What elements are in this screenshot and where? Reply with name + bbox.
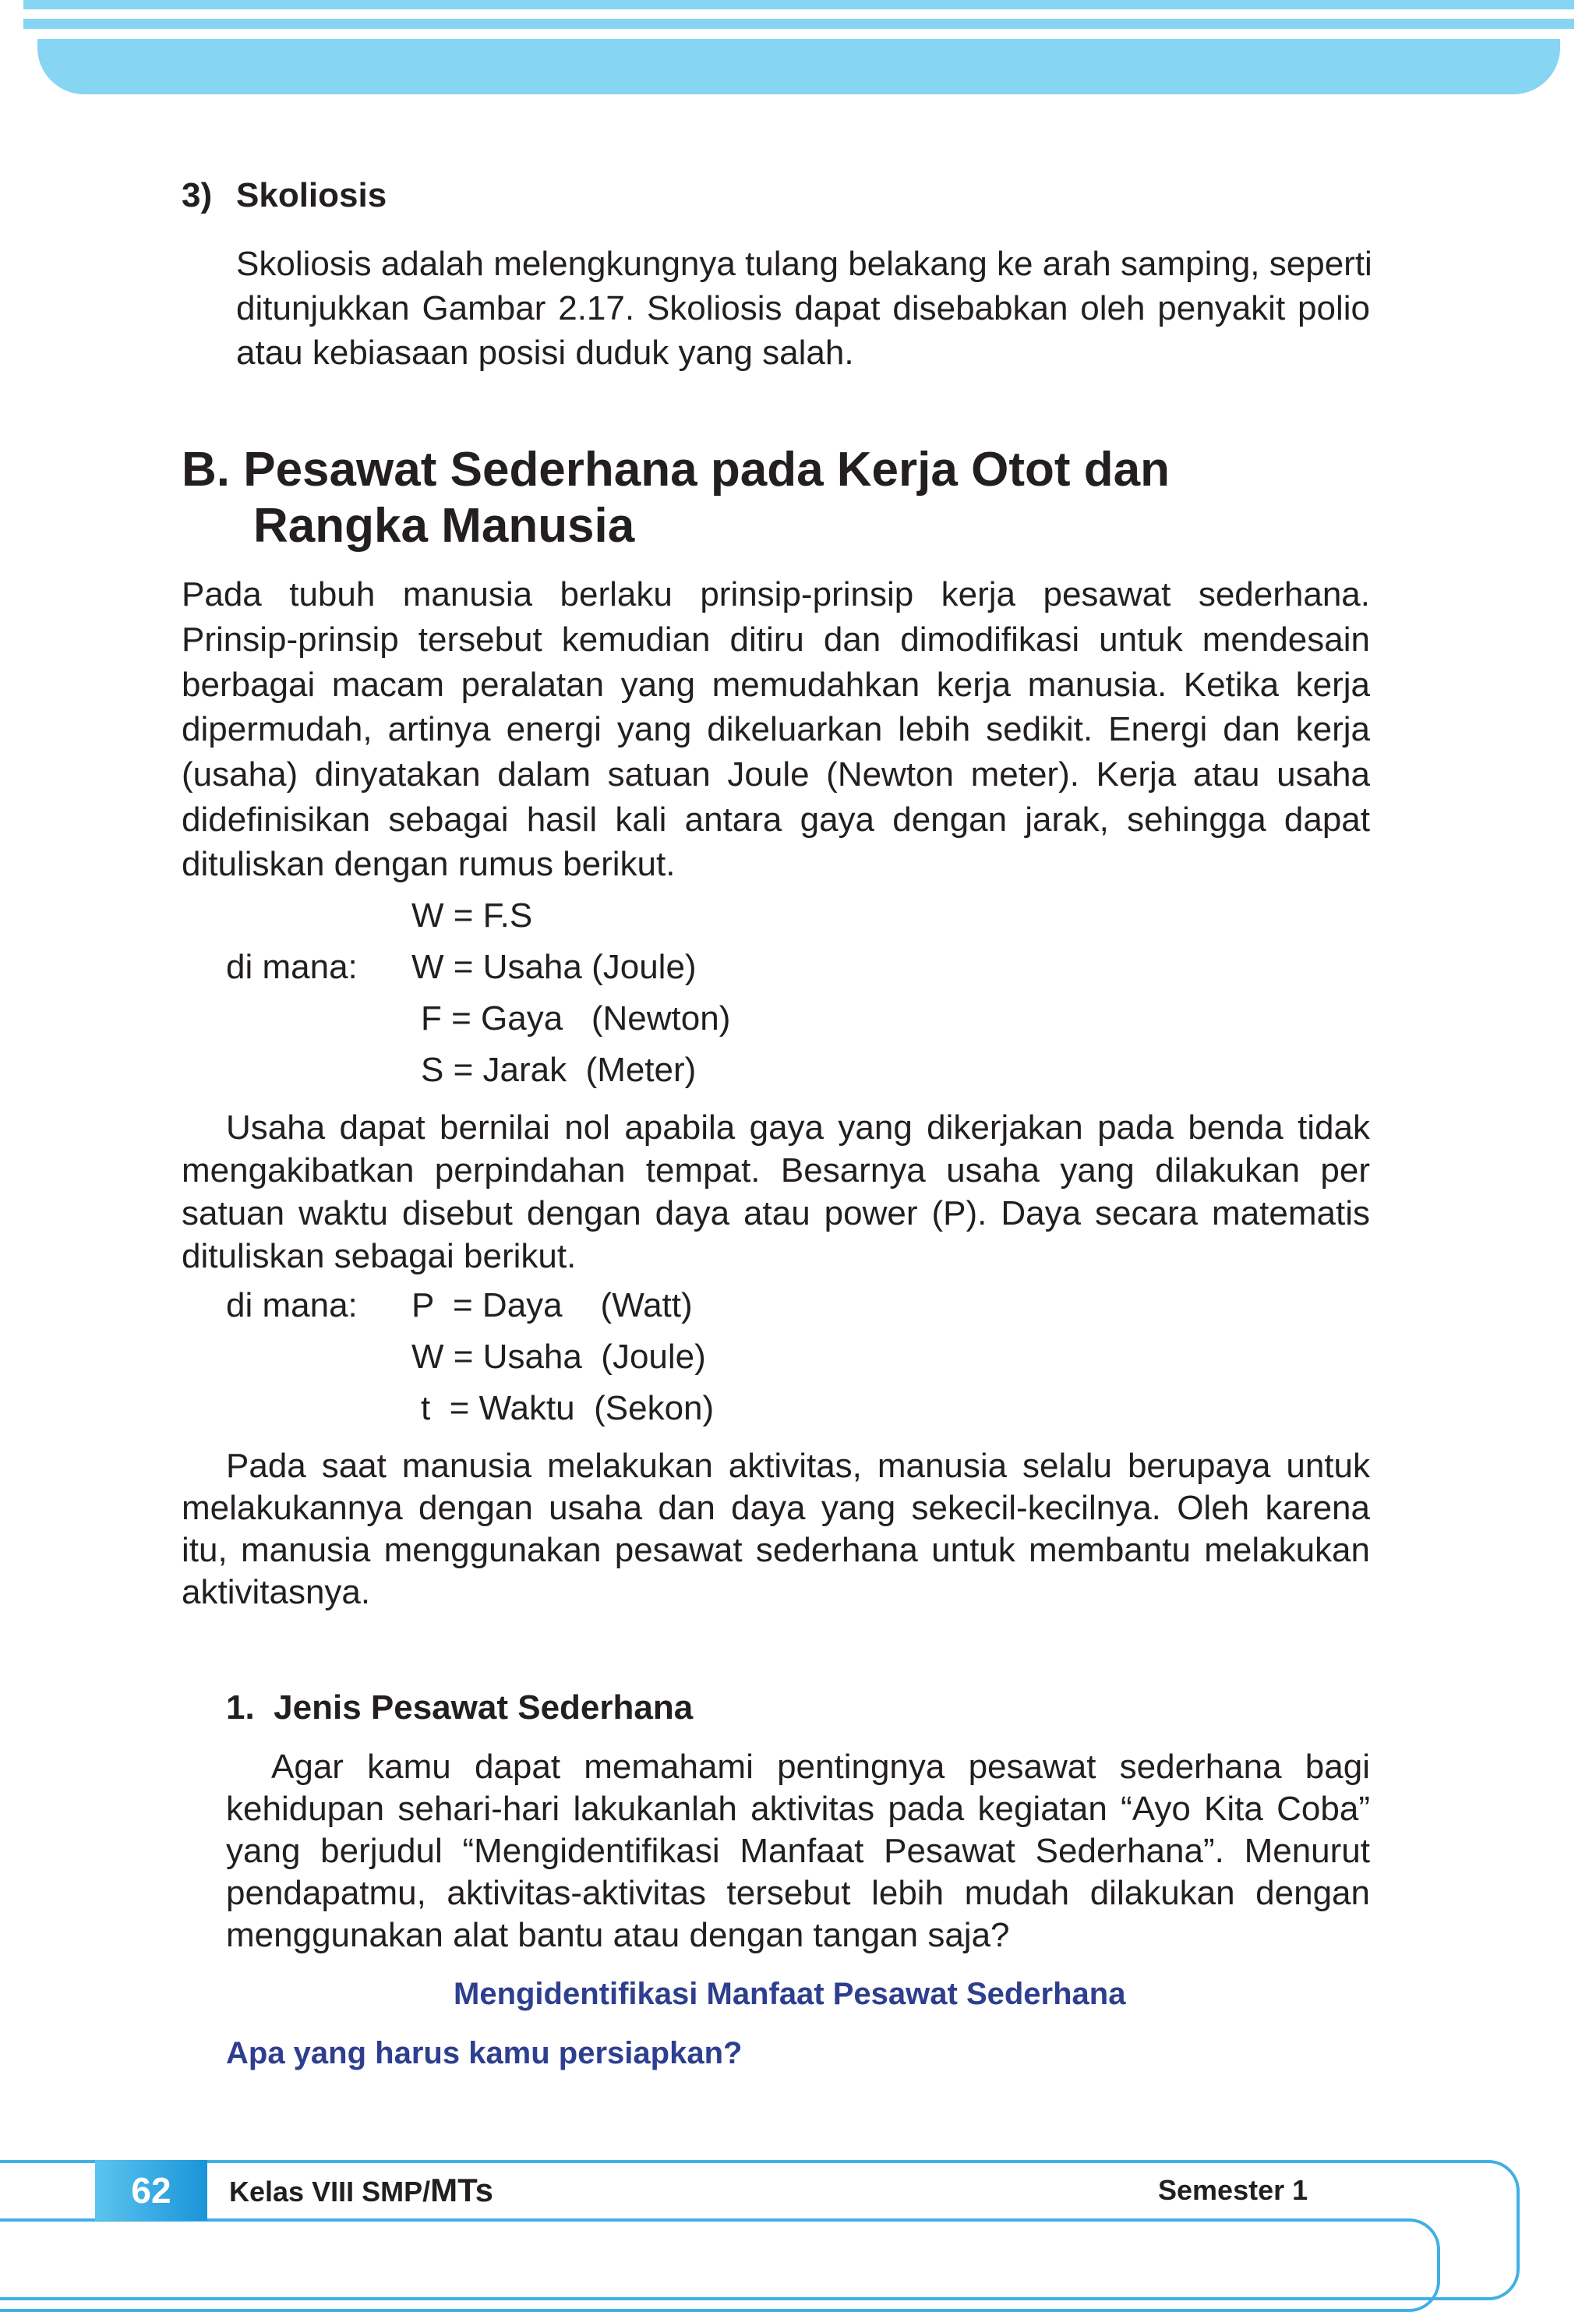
header-stripe-top xyxy=(23,0,1574,9)
para3-line: melakukannya dengan usaha dan daya yang sekecil-kecilnya. Oleh karena xyxy=(182,1489,1370,1527)
header-band xyxy=(37,39,1560,94)
header-stripe-middle xyxy=(23,19,1574,29)
para1-line: (usaha) dinyatakan dalam satuan Joule (Newton meter). Kerja atau usaha xyxy=(182,755,1370,794)
para1-line: dituliskan dengan rumus berikut. xyxy=(182,845,676,883)
section-3-line: atau kebiasaan posisi duduk yang salah. xyxy=(236,334,854,372)
subsection-1-line: Agar kamu dapat memahami pentingnya pesawat sederhana bagi xyxy=(271,1748,1370,1786)
para1-line: Pada tubuh manusia berlaku prinsip-prinsip kerja pesawat sederhana. xyxy=(182,575,1370,613)
footer-class-suffix: MTs xyxy=(430,2172,493,2208)
formula1-def: W = Usaha (Joule) xyxy=(411,948,697,986)
subsection-1-line: pendapatmu, aktivitas-aktivitas tersebut lebih mudah dilakukan dengan xyxy=(226,1874,1370,1912)
subsection-1-line: kehidupan sehari-hari lakukanlah aktivitas pada kegiatan “Ayo Kita Coba” xyxy=(226,1790,1370,1828)
formula2-def: W = Usaha (Joule) xyxy=(411,1338,706,1376)
section-3-title: Skoliosis xyxy=(236,176,387,214)
section-b-heading-line2: Rangka Manusia xyxy=(253,499,635,553)
para1-line: dipermudah, artinya energi yang dikeluarkan lebih sedikit. Energi dan kerja xyxy=(182,710,1370,748)
section-3-number: 3) xyxy=(182,176,213,214)
para2-line: dituliskan sebagai berikut. xyxy=(182,1237,577,1275)
formula2-def: P = Daya (Watt) xyxy=(411,1286,693,1324)
subsection-1-line: yang berjudul “Mengidentifikasi Manfaat Pesawat Sederhana”. Menurut xyxy=(226,1832,1370,1870)
subsection-1-line: menggunakan alat bantu atau dengan tangan saja? xyxy=(226,1916,1010,1954)
page-number: 62 xyxy=(95,2160,207,2221)
para1-line: didefinisikan sebagai hasil kali antara gaya dengan jarak, sehingga dapat xyxy=(182,801,1370,839)
para1-line: Prinsip-prinsip tersebut kemudian ditiru dan dimodifikasi untuk mendesain xyxy=(182,620,1370,659)
para2-line: satuan waktu disebut dengan daya atau power (P). Daya secara matematis xyxy=(182,1194,1370,1232)
section-3-line: ditunjukkan Gambar 2.17. Skoliosis dapat disebabkan oleh penyakit polio xyxy=(236,289,1370,327)
para1-line: berbagai macam peralatan yang memudahkan kerja manusia. Ketika kerja xyxy=(182,666,1370,704)
footer-class-label xyxy=(229,2160,493,2222)
subsection-1-heading: 1. Jenis Pesawat Sederhana xyxy=(226,1688,694,1727)
formula-work: W = F.S xyxy=(411,896,533,935)
formula1-where-label: di mana: xyxy=(226,948,358,986)
footer-frame-lower xyxy=(0,2218,1440,2312)
activity-title: Mengidentifikasi Manfaat Pesawat Sederhana xyxy=(454,1977,1126,2011)
formula1-def: S = Jarak (Meter) xyxy=(421,1051,697,1089)
para3-line: Pada saat manusia melakukan aktivitas, manusia selalu berupaya untuk xyxy=(226,1447,1370,1485)
footer-class-prefix: Kelas VIII SMP/ xyxy=(229,2176,431,2208)
para3-line: aktivitasnya. xyxy=(182,1573,371,1611)
para3-line: itu, manusia menggunakan pesawat sederhana untuk membantu melakukan xyxy=(182,1531,1370,1569)
footer-semester: Semester 1 xyxy=(1158,2174,1308,2206)
para2-line: mengakibatkan perpindahan tempat. Besarnya usaha yang dilakukan per xyxy=(182,1151,1370,1190)
formula1-def: F = Gaya (Newton) xyxy=(421,999,731,1038)
formula2-def: t = Waktu (Sekon) xyxy=(421,1389,715,1427)
section-b-heading-line1: B. Pesawat Sederhana pada Kerja Otot dan xyxy=(182,443,1170,497)
activity-question: Apa yang harus kamu persiapkan? xyxy=(226,2036,743,2070)
formula2-where-label: di mana: xyxy=(226,1286,358,1324)
section-3-line: Skoliosis adalah melengkungnya tulang belakang ke arah samping, seperti xyxy=(236,245,1372,283)
para2-line: Usaha dapat bernilai nol apabila gaya yang dikerjakan pada benda tidak xyxy=(226,1108,1370,1147)
